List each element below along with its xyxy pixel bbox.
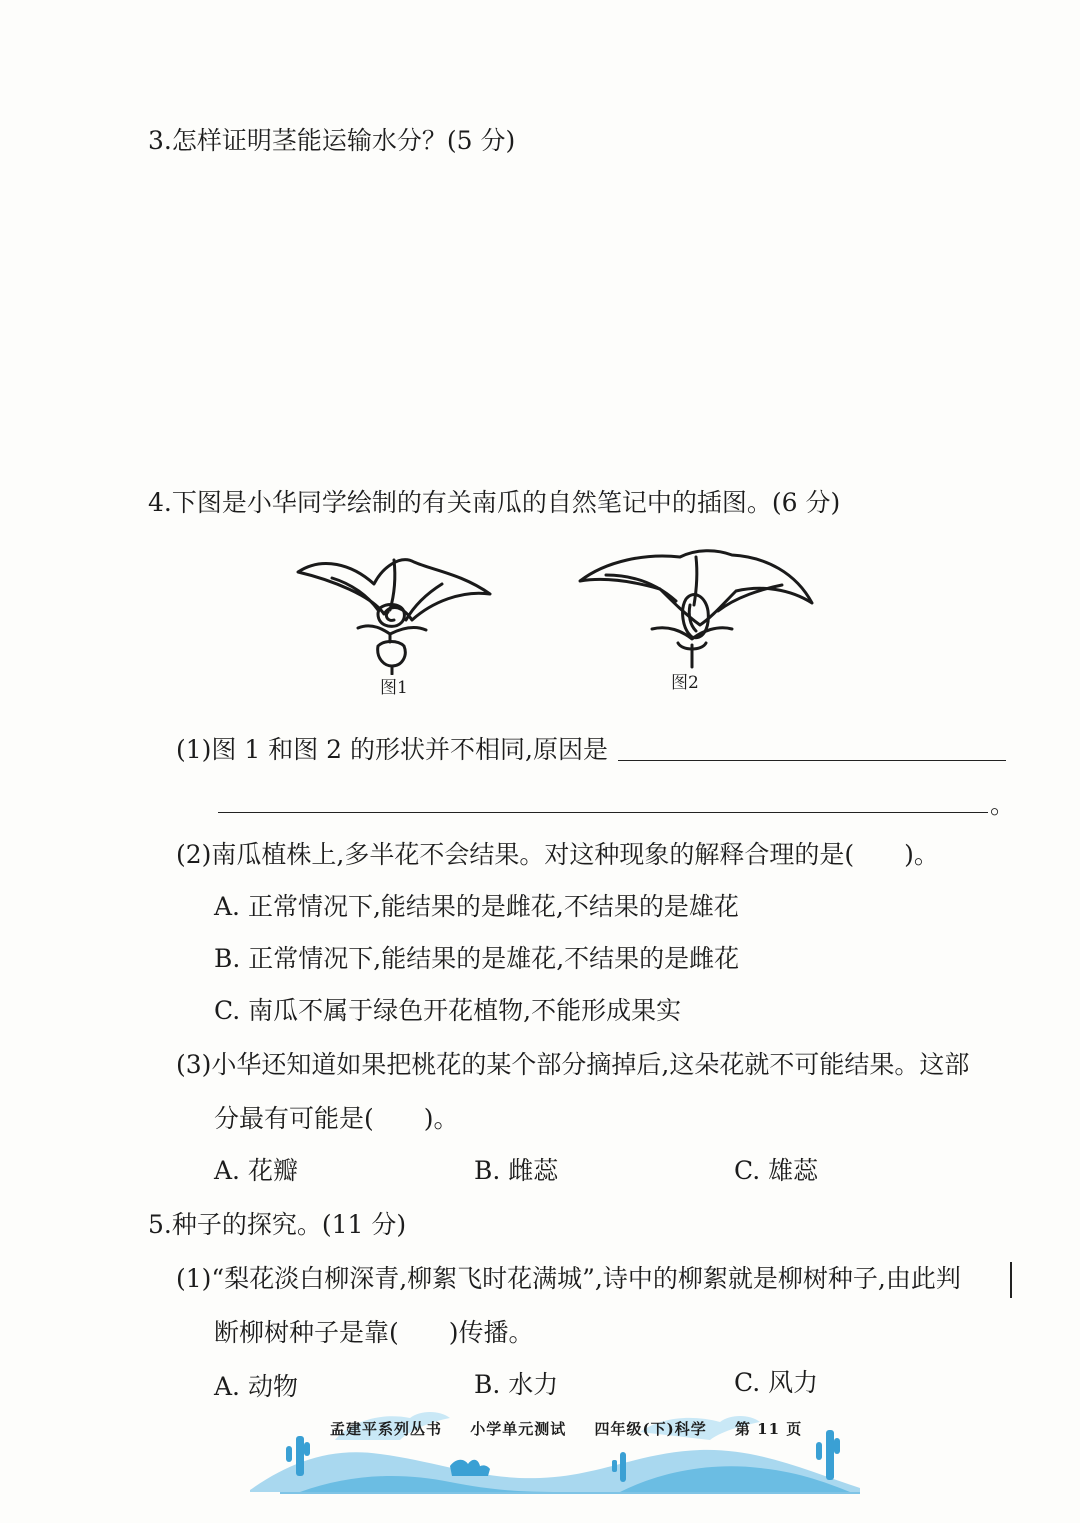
question-4-part-3: [176, 1052, 969, 1077]
question-5-text: 种子的探究。(11 分): [171, 1210, 407, 1239]
question-4-number: 4.: [148, 488, 172, 517]
option-b[interactable]: B. 水力: [474, 1370, 559, 1399]
answer-blank-line-2[interactable]: [218, 812, 988, 813]
figure-1-caption: 图1: [380, 678, 408, 698]
part-label: (1): [176, 735, 212, 764]
question-3-number: 3.: [148, 126, 172, 155]
option-a[interactable]: A. 动物: [214, 1372, 298, 1401]
part-label: (2): [176, 840, 212, 869]
part-text: 图 1 和图 2 的形状并不相同,原因是: [211, 735, 608, 764]
question-4-part-1: [176, 737, 608, 762]
part-label: (1): [176, 1264, 212, 1293]
question-4-part-2: [176, 842, 939, 867]
end-period: 。: [990, 790, 1016, 819]
figure-2-caption: 图2: [671, 673, 699, 693]
footer-series: 孟建平系列丛书: [330, 1420, 443, 1438]
question-4-part-3-line-2: 分最有可能是( )。: [214, 1104, 459, 1133]
footer-desert-illustration: [240, 1392, 870, 1502]
part-text-line-1: 小华还知道如果把桃花的某个部分摘掉后,这朵花就不可能结果。这部: [211, 1050, 970, 1079]
option-c[interactable]: C. 风力: [734, 1368, 819, 1397]
figure-2-female-flower: [576, 545, 816, 670]
footer-page-number: 第 11 页: [734, 1420, 803, 1438]
footer: [330, 1418, 824, 1439]
footer-grade: 四年级(下)科学: [594, 1420, 707, 1438]
question-5-part-1: [176, 1266, 961, 1291]
question-4-text: 下图是小华同学绘制的有关南瓜的自然笔记中的插图。(6 分): [171, 488, 841, 517]
part-text-line-1: “梨花淡白柳深青,柳絮飞时花满城”,诗中的柳絮就是柳树种子,由此判: [211, 1264, 961, 1293]
question-5-number: 5.: [148, 1210, 172, 1239]
question-5: [148, 1212, 406, 1237]
part-label: (3): [176, 1050, 212, 1079]
question-3: [148, 128, 515, 153]
question-4: [148, 490, 840, 515]
option-c[interactable]: C. 南瓜不属于绿色开花植物,不能形成果实: [214, 996, 682, 1025]
part-text: 南瓜植株上,多半花不会结果。对这种现象的解释合理的是( )。: [211, 840, 939, 869]
option-a[interactable]: A. 正常情况下,能结果的是雌花,不结果的是雄花: [214, 892, 739, 921]
figure-1-male-flower: [292, 550, 497, 675]
scan-edge-mark: [1010, 1262, 1012, 1298]
question-5-part-1-line-2: 断柳树种子是靠( )传播。: [214, 1318, 534, 1347]
question-3-text: 怎样证明茎能运输水分？(5 分): [171, 126, 516, 155]
option-b[interactable]: B. 正常情况下,能结果的是雄花,不结果的是雌花: [214, 944, 740, 973]
footer-book: 小学单元测试: [470, 1420, 567, 1438]
option-c[interactable]: C. 雄蕊: [734, 1156, 819, 1185]
option-a[interactable]: A. 花瓣: [214, 1156, 298, 1185]
answer-blank-line-1[interactable]: [618, 760, 1006, 761]
option-b[interactable]: B. 雌蕊: [474, 1156, 559, 1185]
